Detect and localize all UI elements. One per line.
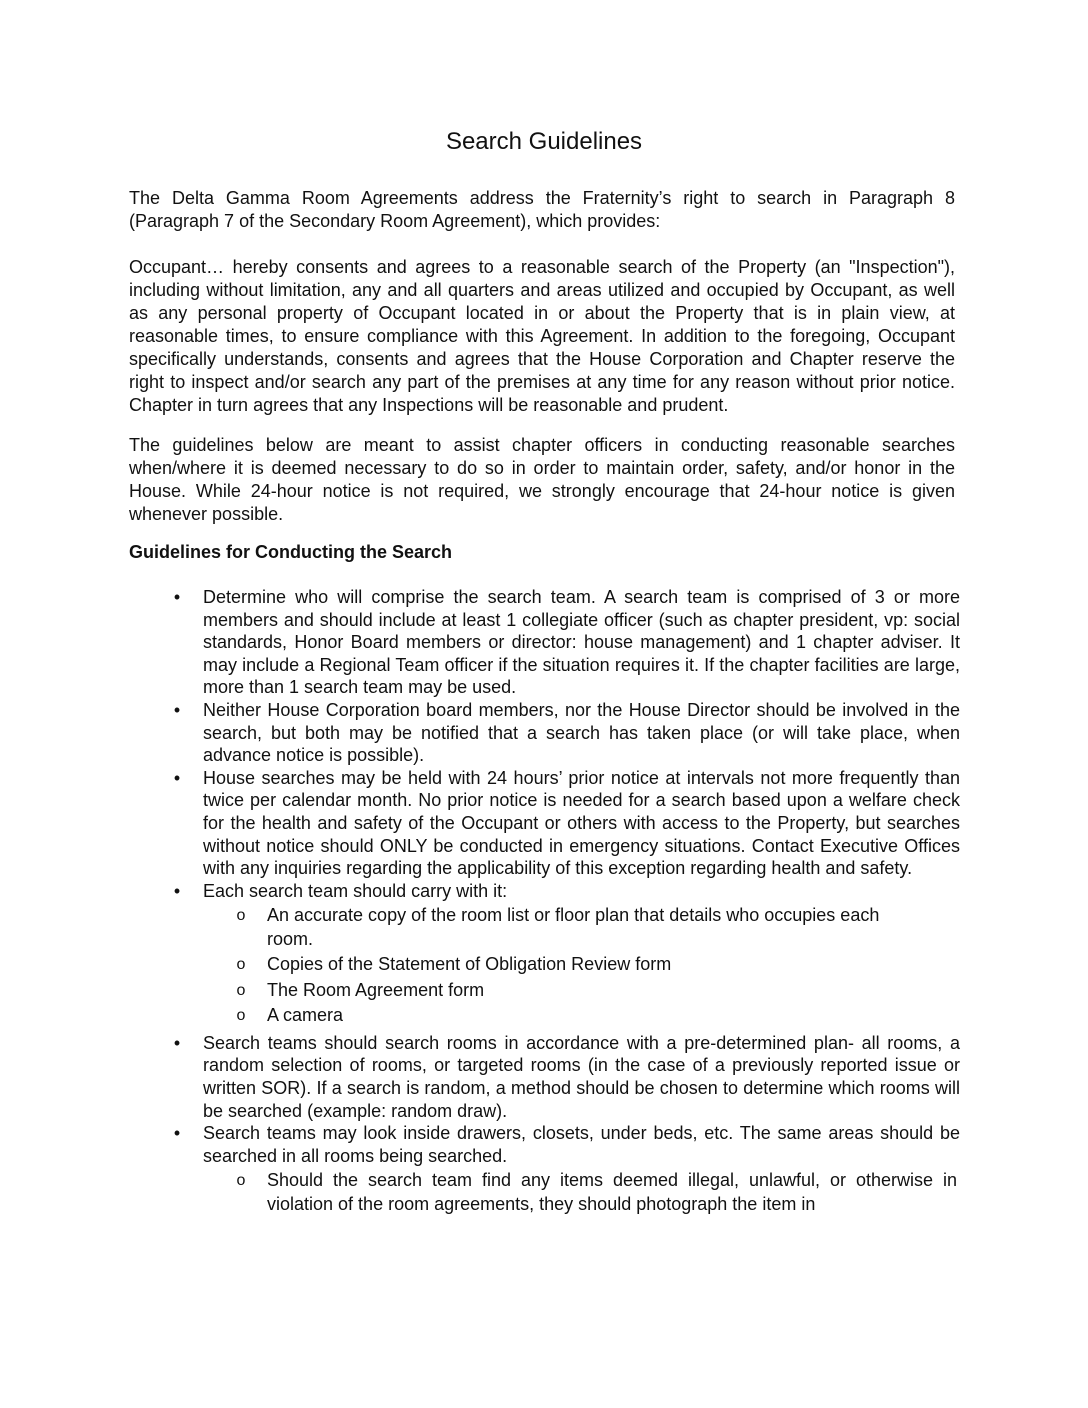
circle-bullet-icon: o xyxy=(236,956,246,974)
list-item xyxy=(173,699,960,767)
list-item xyxy=(173,586,960,699)
sub-list-item xyxy=(236,953,927,977)
purpose-paragraph: The guidelines below are meant to assist chapter officers in conducting reasonable searches when/where it is deemed necessary to do so in order to maintain order, safety, and/or honor in the House. While 24-hour notice is not required, we strongly encourage that 24-hour notice is given whenever possible. xyxy=(129,435,955,524)
sub-list-item xyxy=(236,1004,927,1028)
bullet-icon: • xyxy=(173,587,181,607)
intro-paragraph: The Delta Gamma Room Agreements address the Fraternity’s right to search in Paragraph 8 (Paragraph 7 of the Secondary Room Agreement), which provides: xyxy=(129,188,955,231)
bullet-icon: • xyxy=(173,767,181,788)
circle-bullet-icon: o xyxy=(236,907,246,925)
circle-bullet-icon: o xyxy=(236,1007,246,1025)
guidelines-list xyxy=(0,586,1088,1220)
list-item-text: Neither House Corporation board members, nor the House Director should be involved in the search, but both may be notified that a search has taken place (or will take place, when advance notice is possible). xyxy=(203,699,960,766)
list-item-text: Search teams should search rooms in accordance with a pre-determined plan- all rooms, a random selection of rooms, or targeted rooms (in the case of a previously reported issue or written SOR). If a search is random, a method should be chosen to determine which rooms will be searched (example: random draw). xyxy=(203,1032,960,1121)
bullet-icon: • xyxy=(173,1032,181,1053)
bullet-icon: • xyxy=(173,1123,181,1144)
list-item-text: Determine who will comprise the search team. A search team is comprised of 3 or more members and should include at least 1 collegiate officer (such as chapter president, vp: social standards, Honor Board members or director: house management) and 1 chapter adviser. It may include a Regional Team officer if the situation requires it. If the chapter facilities are large, more than 1 search team may be used. xyxy=(203,587,960,698)
page-title: Search Guidelines xyxy=(445,128,643,155)
sub-list-item xyxy=(236,1169,957,1216)
search-subitems-list xyxy=(203,1169,960,1216)
list-item-text: Search teams may look inside drawers, closets, under beds, etc. The same areas should be searched in all rooms being searched. xyxy=(203,1123,960,1166)
sub-list-item-text: Should the search team find any items deemed illegal, unlawful, or otherwise in violation of the room agreements, they should photograph the item in xyxy=(267,1170,957,1214)
sub-list-item xyxy=(236,904,927,951)
agreement-quote-paragraph: Occupant… hereby consents and agrees to a reasonable search of the Property (an "Inspection"), including without limitation, any and all quarters and areas utilized and occupied by Occupant, as well as any personal property of Occupant located in or about the Property that is in plain view, at reasonable times, to ensure compliance with this Agreement. In addition to the foregoing, Occupant specifically understands, consents and agrees that the House Corporation and Chapter reserve the right to inspect and/or search any part of the premises at any time for any reason without prior notice. Chapter in turn agrees that any Inspections will be reasonable and prudent. xyxy=(129,257,955,415)
sub-list-item-text: The Room Agreement form xyxy=(267,979,485,1000)
circle-bullet-icon: o xyxy=(236,981,246,999)
section-heading: Guidelines for Conducting the Search xyxy=(129,542,453,562)
bullet-icon: • xyxy=(173,880,181,901)
list-item-text: Each search team should carry with it: xyxy=(203,880,508,901)
list-item xyxy=(173,767,960,880)
list-item xyxy=(173,880,960,1028)
list-item xyxy=(173,1032,960,1122)
sub-list-item-text: Copies of the Statement of Obligation Review form xyxy=(267,954,672,975)
list-item xyxy=(173,1122,960,1216)
list-item-text: House searches may be held with 24 hours’ prior notice at intervals not more frequently than twice per calendar month. No prior notice is needed for a search based upon a welfare check for the health and safety of the Occupant or others with access to the Property, but searches without notice should ONLY be conducted in emergency situations. Contact Executive Offices with any inquiries regarding the applicability of this exception regarding health and safety. xyxy=(203,767,960,879)
sub-list-item-text: A camera xyxy=(267,1005,344,1026)
circle-bullet-icon: o xyxy=(236,1172,246,1190)
carry-items-list xyxy=(203,904,960,1028)
sub-list-item xyxy=(236,979,927,1003)
sub-list-item-text: An accurate copy of the room list or floor plan that details who occupies each room. xyxy=(267,905,880,949)
bullet-icon: • xyxy=(173,699,181,720)
